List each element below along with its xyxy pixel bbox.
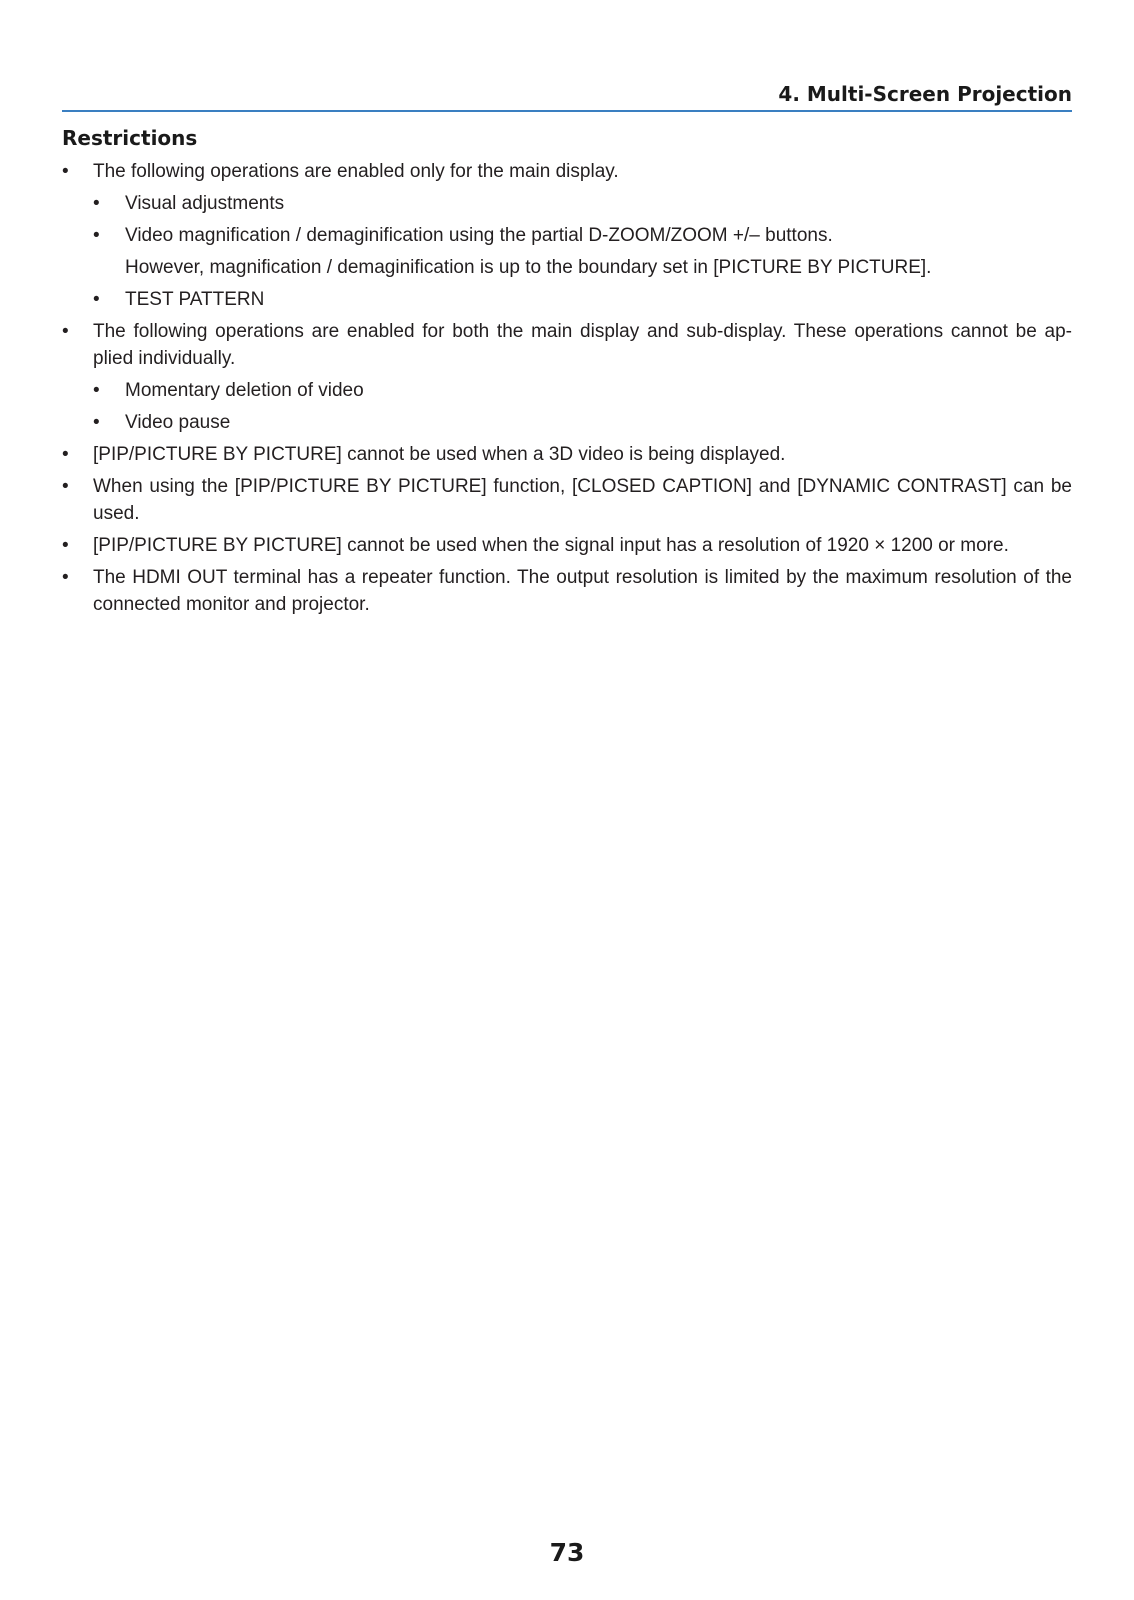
list-item <box>62 318 1072 436</box>
bullet-icon: • <box>62 476 69 497</box>
bullet-icon: • <box>93 380 100 401</box>
sub-list <box>93 377 1072 436</box>
section-title: Restrictions <box>62 126 198 150</box>
list-item <box>62 473 1072 527</box>
sub-list-item-text: Visual adjustments <box>125 193 285 214</box>
sub-list-item-text: Video pause <box>125 412 231 433</box>
sub-list-item <box>93 377 1072 404</box>
sub-list <box>93 190 1072 313</box>
sub-list-item <box>93 190 1072 217</box>
bullet-icon: • <box>62 161 69 182</box>
list-item-text: The following operations are enabled only for the main display. <box>93 161 619 182</box>
restrictions-list <box>62 158 1072 618</box>
sub-list-item <box>93 286 1072 313</box>
restrictions-list-container <box>62 158 1072 623</box>
bullet-icon: • <box>62 567 69 588</box>
sub-list-item <box>93 409 1072 436</box>
sub-list-item-note: However, magnification / demaginification is up to the boundary set in [PICTURE BY PICTURE]. <box>125 257 932 278</box>
list-item <box>62 564 1072 618</box>
bullet-icon: • <box>93 289 100 310</box>
header-rule <box>62 110 1072 112</box>
list-item-text: When using the [PIP/PICTURE BY PICTURE] function, [CLOSED CAPTION] and [DYNAMIC CONTRAST] can be used. <box>93 476 1072 524</box>
bullet-icon: • <box>62 321 69 342</box>
bullet-icon: • <box>93 412 100 433</box>
list-item <box>62 441 1072 468</box>
sub-list-item <box>93 222 1072 281</box>
sub-list-item-text: TEST PATTERN <box>125 289 265 310</box>
bullet-icon: • <box>93 193 100 214</box>
sub-list-item-text: Video magnification / demaginification using the partial D-ZOOM/ZOOM +/– buttons. <box>125 225 833 246</box>
list-item-text: [PIP/PICTURE BY PICTURE] cannot be used when a 3D video is being displayed. <box>93 444 786 465</box>
bullet-icon: • <box>62 444 69 465</box>
page-number: 73 <box>549 1538 585 1567</box>
bullet-icon: • <box>93 225 100 246</box>
chapter-title: 4. Multi-Screen Projection <box>778 82 1072 106</box>
list-item-text: [PIP/PICTURE BY PICTURE] cannot be used when the signal input has a resolution of 1920 × 1200 or more. <box>93 535 1009 556</box>
list-item-text: The following operations are enabled for both the main display and sub-display. These operations cannot be ap-plied individually. <box>93 321 1072 369</box>
list-item <box>62 158 1072 313</box>
list-item-text: The HDMI OUT terminal has a repeater function. The output resolution is limited by the maximum resolution of the connected monitor and projector. <box>93 567 1072 615</box>
bullet-icon: • <box>62 535 69 556</box>
sub-list-item-text: Momentary deletion of video <box>125 380 364 401</box>
list-item <box>62 532 1072 559</box>
